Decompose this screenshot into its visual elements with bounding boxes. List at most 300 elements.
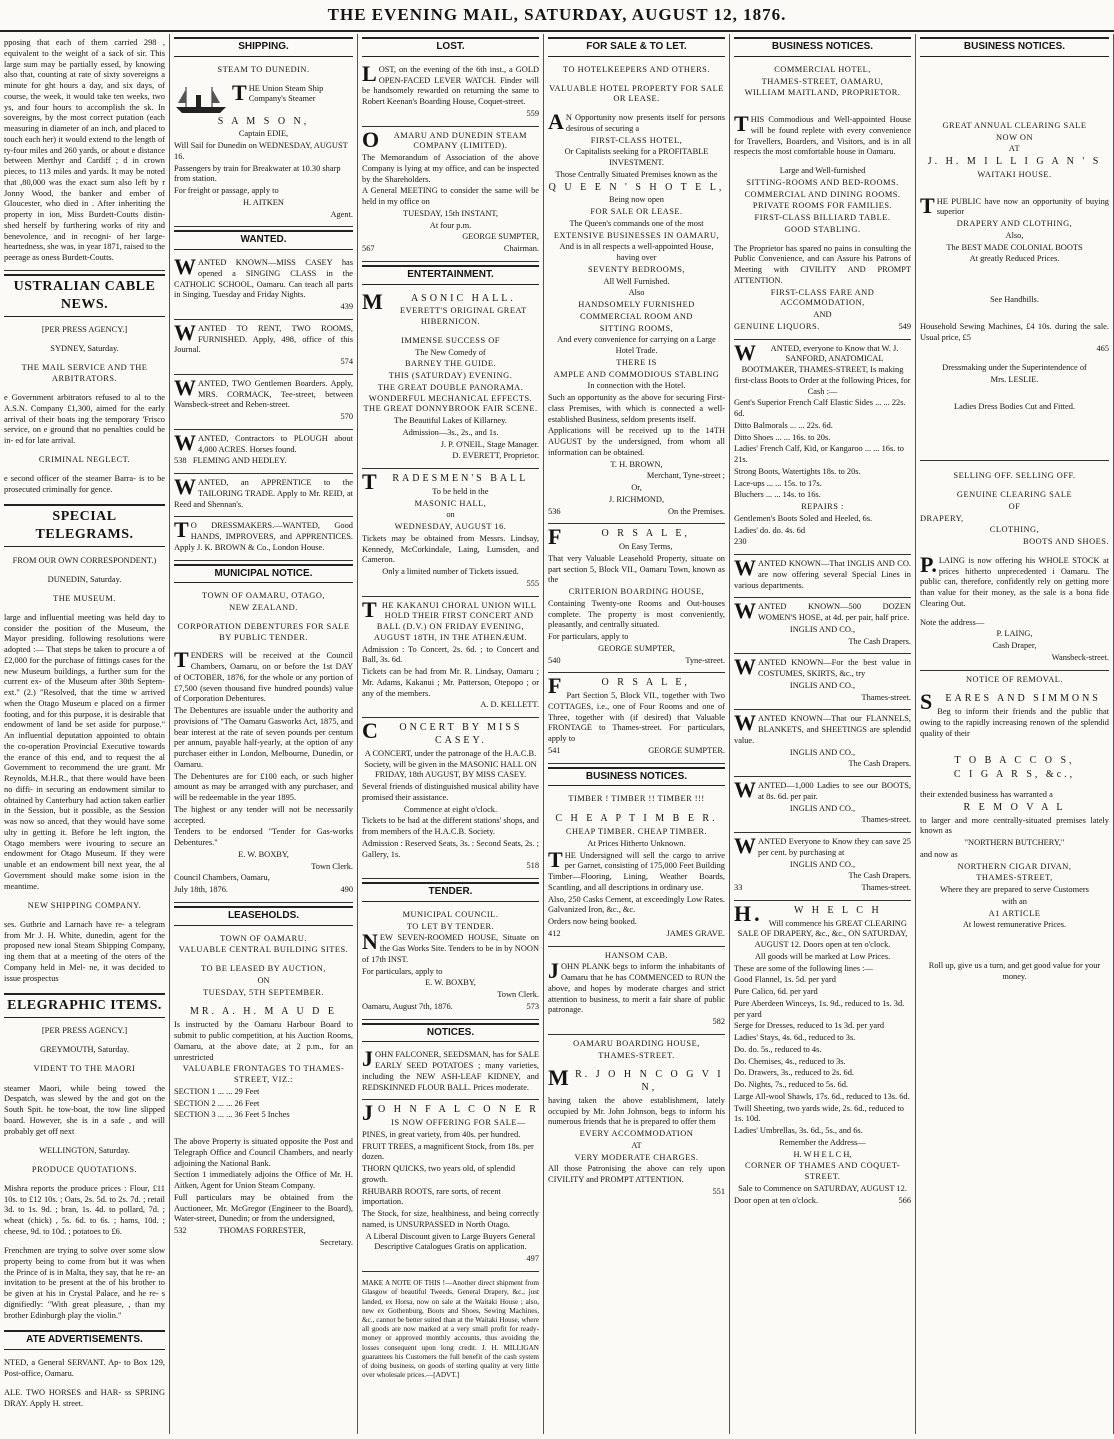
hotelkeepers: TO HOTELKEEPERS AND OTHERS. <box>563 64 710 74</box>
debentures-ad <box>174 587 353 903</box>
inglis-6-thames: Thames-street. <box>861 883 911 893</box>
notices-header: NOTICES. <box>362 1023 539 1043</box>
tender-house: NEW SEVEN-ROOMED HOUSE, Situate on the Gas Works Site. Tenders to be in by NOON of 17th INST. <box>362 929 539 964</box>
also-label: Also <box>628 288 645 298</box>
plank-text: JOHN PLANK begs to inform the inhabitants of Oamaru that he has COMMENCED to RUN the above, and hopes by moderate charges and strict attention to business, to merit a fair share of public patronage. <box>548 958 725 1015</box>
business-notices-header-6: BUSINESS NOTICES. <box>920 37 1109 57</box>
seares-text: Beg to inform their friends and the public that owing to the rapidly increasing renown of the splendid quality of their <box>920 707 1109 738</box>
samson-name: S A M S O N, <box>217 115 310 127</box>
grave-line <box>548 929 725 940</box>
cottages-line <box>548 746 725 757</box>
timber-orders: Orders now being booked. <box>548 917 637 927</box>
great-sale: GREAT ANNUAL CLEARING SALE <box>942 120 1087 130</box>
admission-line: Admission—3s., 2s., and 1s. <box>402 427 499 437</box>
closing-text: Frenchmen are trying to solve over some slow property being to come from but it was when the Prince of is in Malta, they say, that he re- an invitation to be present at the of his brother to be given at his in Crystal Palace, and he re- s dignifiedly: "With great pleasure, , than my brother Edinburgh play the violin." <box>4 1246 165 1320</box>
for-sale-title-1: FO R S A L E, <box>548 524 690 550</box>
sanford-ad <box>734 340 911 556</box>
leaseholds-header: LEASEHOLDS. <box>174 906 353 926</box>
for-sale-title-2: FO R S A L E, <box>548 673 690 699</box>
plank-number: 582 <box>712 1017 725 1027</box>
steam-company <box>362 127 539 262</box>
whelch-line-item: Pure Calico, 6d. per yard <box>734 987 818 997</box>
inglis-4-sig: INGLIS AND CO., <box>789 747 856 757</box>
whelch-line-item: Serge for Dresses, reduced to 1s 3d. per yard <box>734 1021 885 1031</box>
of-label: OF <box>1008 501 1021 511</box>
wanted-rooms-number: 574 <box>340 357 353 367</box>
inglis-2-sig: INGLIS AND CO., <box>789 624 856 634</box>
maude-name: MR. A. H. M A U D E <box>189 1006 337 1018</box>
whelch-remember: Remember the Address— <box>779 1137 866 1147</box>
section-1: SECTION 1 ... ... 29 Feet <box>174 1086 260 1096</box>
agent-label: Agent. <box>330 209 353 219</box>
inglis-4-drapers: The Cash Drapers. <box>848 759 911 769</box>
inglis-2-text: WANTED KNOWN—500 DOZEN WOMEN'S HOSE, at 4d. per pair, half price. <box>734 598 911 624</box>
extended-business: their extended business has warranted a <box>920 789 1053 799</box>
inglis-1-text: WANTED KNOWN—That INGLIS AND CO. are now offering several Special Lines in various departments. <box>734 555 911 590</box>
concert-admission: Admission : Reserved Seats, 3s. : Second Seats, 2s. ; Gallery, 1s. <box>362 838 539 859</box>
particulars-text: Full particulars may be obtained from the Auctioneer, Mr. McGregor (Engineer to the Board), Water-street, Dunedin; or from the undersigned, <box>174 1192 353 1224</box>
everett-sig: D. EVERETT, Proprietor. <box>452 451 539 461</box>
criterion-particulars: For particulars, apply to <box>548 632 629 642</box>
billiard-table: FIRST-CLASS BILLIARD TABLE. <box>754 213 891 223</box>
whelch-line-item: Twill Sheeting, two yards wide, 2s. 6d., reduced to 1s. 10d. <box>734 1103 904 1124</box>
tenders-text: TENDERS will be received at the Council Chambers, Oamaru, on or before the 1st DAY of OCTOBER, 1876, for the whole or any portion of £7,500 (seven thousand five hundred pounds) value of Corporation Debentures. <box>174 647 353 704</box>
laing-ad <box>920 461 1109 670</box>
museum-text: large and influential meeting was held day to consider the position of the Museum, the Mayor presiding. following resolutions were adopted :— That steps be taken to procure a of £2,000 for the purchase of fittings cases for the new Museum buildings, a further sum for the current ex- of the Museum after 30th Septem- ext." (2.) "Resolved, that the time w arrived when the Otago Museum e placed on a firmer footing, and for this purpose, it is desirable that endowment of land be set aside for purpose." An influential deputation appointed to obtain the co-operation Provincial Executive towards the erance of this end, and to request the al Government to recommend the ure grant. Mr Reynolds, M.H.R., that there would have been no diffi- in securing an endowment similar to obtained by Canterbury had action taken earlier in the Session, but it possible, as the Session was now so anced, that they would have some ulty in getting it. Before he left ington, the Otago members were ivouring to secure an endowment for Otago Museum. If they were unable et an endowment bill next year, the al Government should make some ision in the meantime. <box>4 612 165 891</box>
public-text: THE PUBLIC have now an opportunity of buying superior <box>920 192 1109 218</box>
genuine-liquors: GENUINE LIQUORS. <box>734 321 820 331</box>
larger-premises: to larger and more centrally-situated premises lately known as <box>920 815 1109 836</box>
laing-text: P.LAING is now offering his WHOLE STOCK at prices hitherto unprecedented i Oamaru. The public can, therefore, confidently rely on getting more than value for their money, as the sale is a bona fide Clearing Out. <box>920 551 1109 608</box>
cottages-sig: GEORGE SUMPTER. <box>648 745 725 755</box>
first-class-hotel: FIRST-CLASS HOTEL, <box>590 135 683 145</box>
inglis-number: 33 <box>734 883 743 893</box>
capitalists: Or Capitalists seeking for a PROFITABLE INVESTMENT. <box>564 147 709 168</box>
concert-number: 518 <box>526 861 539 871</box>
milligan-ad <box>920 61 1109 462</box>
lost-watch <box>362 61 539 127</box>
tender-date-line <box>362 1002 539 1013</box>
nz-line: NEW ZEALAND. <box>229 603 298 613</box>
prices-unknown: At Prices Hitherto Unknown. <box>587 838 686 848</box>
ball-date: WEDNESDAY, AUGUST 16. <box>394 522 507 532</box>
clothing-line: CLOTHING, <box>989 525 1040 535</box>
falconer-discount: A Liberal Discount given to Large Buyers General Descriptive Catalogues Gratis on application. <box>365 1231 536 1252</box>
whelch-corner: CORNER OF THAMES AND COQUET-STREET. <box>745 1161 900 1182</box>
maori-text: steamer Maori, while being towed the Despatch, was slewed by the and got on the South Spit. he tow-boat, the tow line slipped board. However, she is in a safe , and will probably get off next <box>4 1083 165 1136</box>
tender-number: 573 <box>526 1001 539 1011</box>
agency-line: [PER PRESS AGENCY.] <box>41 324 128 334</box>
opportunity-text: AN Opportunity now presents itself for persons desirous of securing a <box>548 109 725 135</box>
barney-line: BARNEY THE GUIDE. <box>404 359 497 369</box>
tender-header: TENDER. <box>362 882 539 902</box>
wanted-plough-sig <box>174 456 353 467</box>
handbills: See Handbills. <box>990 295 1039 305</box>
boot-price-item: Ladies' French Calf, Kid, or Kangaroo ... ... 16s. to 21s. <box>734 444 904 465</box>
union-text: THE Union Steam Ship Company's Steamer <box>232 79 324 105</box>
tender-boxby: E. W. BOXBY, <box>425 978 476 988</box>
inglis-1 <box>734 555 911 598</box>
lowest-prices: At lowest remunerative Prices. <box>962 920 1067 930</box>
late-ads-header: ATE ADVERTISEMENTS. <box>4 1330 165 1350</box>
shipping-company-text: ses. Guthrie and Larnach have re- a telegram from Mr J. H. White, dunedin, agent for the proposed new ional Steam Shipping Company, ing them that at a meeting of the oters of the Company held in Mel- ne, it was decided to issue prospectus <box>4 919 165 983</box>
debentures-title: CORPORATION DEBENTURES FOR SALE BY PUBLIC TENDER. <box>177 621 350 642</box>
tender-town-clerk: Town Clerk. <box>497 990 539 1000</box>
genuine-clearing: GENUINE CLEARING SALE <box>956 490 1073 500</box>
kakanui-ad <box>362 597 539 719</box>
timber-title: TIMBER ! TIMBER !! TIMBER !!! <box>568 794 705 804</box>
tender-council: MUNICIPAL COUNCIL. <box>402 909 499 919</box>
freight-text: For freight or passage, apply to <box>174 186 279 196</box>
shipping-company-title: NEW SHIPPING COMPANY. <box>27 900 142 910</box>
boot-price-item: Strong Boots, Watertights 18s. to 20s. <box>734 466 861 476</box>
chairman-label: Chairman. <box>503 244 539 254</box>
hansom-ad <box>548 947 725 1035</box>
ball-number: 555 <box>526 578 539 588</box>
seares-name: SEARES AND SIMMONS <box>920 689 1101 715</box>
wanted-boarders <box>174 375 353 430</box>
section-2: SECTION 2 ... ... 26 Feet <box>174 1098 260 1108</box>
criterion: CRITERION BOARDING HOUSE, <box>568 587 705 597</box>
criterion-ad <box>548 524 725 673</box>
whelch-number: 566 <box>898 1195 911 1205</box>
dress-bodies: Ladies Dress Bodies Cut and Fitted. <box>954 401 1075 411</box>
extensive: EXTENSIVE BUSINESSES IN OAMARU, <box>553 230 720 240</box>
saturday-line: THIS (SATURDAY) EVENING. <box>388 371 513 381</box>
cottages-ad <box>548 673 725 763</box>
chairman-number: 567 <box>362 244 375 254</box>
there-is: THERE IS <box>616 357 657 367</box>
lakes-line: The Beautiful Lakes of Killarney. <box>394 416 507 426</box>
whelch-line-item: Good Flannel, 1s. 5d. per yard <box>734 975 836 985</box>
falconer-pines: PINES, in great variety, from 40s. per hundred. <box>362 1129 521 1139</box>
being-open: Being now open <box>609 195 664 205</box>
panorama-line: THE GREAT DOUBLE PANORAMA. WONDERFUL MECHANICAL EFFECTS. THE GREAT DONNYBROOK FAIR SCENE. <box>363 382 538 414</box>
where-serve: Where they are prepared to serve Customers <box>940 885 1089 895</box>
inglis-6 <box>734 833 911 901</box>
or-label: Or, <box>631 483 642 493</box>
town-line: TOWN OF OAMARU, OTAGO, <box>201 591 325 601</box>
criterion-tyne: Tyne-street. <box>685 655 725 665</box>
boot-price-item: Lace-ups ... ... 15s. to 17s. <box>734 478 822 488</box>
cheap-timber-2: CHEAP TIMBER. CHEAP TIMBER. <box>565 827 708 837</box>
steam-company-title: OAMARU AND DUNEDIN STEAM COMPANY (LIMITED). <box>362 126 527 152</box>
inglis-5-thames: Thames-street. <box>861 815 911 825</box>
hansom-title: HANSOM CAB. <box>604 950 669 960</box>
colonial-boots: The BEST MADE COLONIAL BOOTS <box>946 242 1083 252</box>
ball-on: on <box>446 510 455 520</box>
inglis-2 <box>734 598 911 654</box>
easy-terms: On Easy Terms, <box>618 542 673 552</box>
wanted-casey <box>174 254 353 320</box>
falconer-fruit: FRUIT TREES, a magnificent Stock, from 18s. per dozen. <box>362 1141 534 1162</box>
roll-up: Roll up, give us a turn, and get good value for your money. <box>928 961 1101 981</box>
whelch-lines <box>734 975 911 1137</box>
inglis-3-text: WANTED KNOWN—For the best value in COSTUMES, SKIRTS, &c., try <box>734 654 911 680</box>
timber-undersigned: THE Undersigned will sell the cargo to arrive per Garnet, consisting of 175,000 Feet Building Timber—Flooring, Lining, Weather Boards, Scantling, and all descriptions in ordinary use. <box>548 846 725 892</box>
special-telegrams-header: SPECIAL TELEGRAMS. <box>4 504 165 547</box>
forrester-number: 532 <box>174 1226 187 1236</box>
debentures-text-2: The Debentures are for £100 each, or such higher amount as may be arranged with any purchaser, and will be redeemable in the year 1895. <box>174 771 353 803</box>
such-opportunity: Such an opportunity as the above for securing First-class Premises, with which is connected a well-established Business, seldom presents itself. <box>548 393 725 424</box>
falconer-name: JO H N F A L C O N E R <box>362 1100 539 1126</box>
lease-date: TUESDAY, 5TH SEPTEMBER. <box>203 987 324 997</box>
private-rooms: PRIVATE ROOMS FOR FAMILIES. <box>752 201 893 211</box>
whelch-line-item: Do. do. 5s., reduced to 4s. <box>734 1044 822 1054</box>
inglis-3 <box>734 654 911 710</box>
now-on: NOW ON <box>995 132 1034 142</box>
concert-friends: Several friends of distinguished musical ability have promised their assistance. <box>362 782 539 802</box>
column-shipping <box>170 34 358 1434</box>
whelch-line-item: Pure Aberdeen Winceys, 1s. 9d., reduced to 1s. 3d. per yard <box>734 998 905 1019</box>
kakanui-admission: Admission : To Concert, 2s. 6d. ; to Concert and Ball, 3s. 6d. <box>362 644 539 665</box>
situated-text: The above Property is situated opposite the Post and Telegraph Office and Council Chambers, and nearly adjoining the National Bank. <box>174 1137 353 1168</box>
now-as: and now as <box>920 849 958 859</box>
masthead: THE EVENING MAIL, SATURDAY, AUGUST 12, 1876. <box>0 0 1114 32</box>
whelch-ad <box>734 901 911 1213</box>
concert-title: CONCERT BY MISS CASEY. <box>362 718 523 746</box>
note-address: Note the address— <box>920 617 985 627</box>
wanted-rooms <box>174 320 353 375</box>
falconer-nursery <box>362 1100 539 1272</box>
boarding-house-ad <box>548 1035 725 1204</box>
wanted-plough <box>174 430 353 474</box>
repairs-number: 230 <box>734 537 747 547</box>
timber-ad <box>548 790 725 946</box>
section-3: SECTION 3 ... ... 36 Feet 5 Inches <box>174 1110 290 1120</box>
cottages-number: 541 <box>548 745 561 755</box>
for-sale-header: FOR SALE & TO LET. <box>548 37 725 57</box>
wanted-plough-text: WANTED, Contractors to PLOUGH about 4,000 ACRES. Horses found. <box>174 429 353 455</box>
also-6: Also, <box>1005 230 1024 240</box>
queens-hotel: Q U E E N ' S H O T E L, <box>548 181 725 193</box>
at-label: AT <box>631 1140 642 1150</box>
frontages: VALUABLE FRONTAGES TO THAMES-STREET, VIZ.: <box>182 1064 345 1085</box>
moderate-charges: VERY MODERATE CHARGES. <box>574 1152 699 1162</box>
waitaki-house: WAITAKI HOUSE. <box>977 169 1052 179</box>
merchant: Merchant, Tyne-street ; <box>646 471 725 481</box>
tender-particulars: For particulars, apply to <box>362 966 443 976</box>
sumpter-sig: GEORGE SUMPTER, <box>462 232 539 242</box>
whelch-name: H.W H E L C H <box>734 900 882 926</box>
whelch-lines-intro: These are some of the following lines :— <box>734 963 873 973</box>
lost-watch-number: 559 <box>526 108 539 118</box>
inglis-5-text: WANTED—1,000 Ladies to see our BOOTS, at 8s. 6d. per pair. <box>734 777 911 803</box>
for-sale-lease: FOR SALE OR LEASE. <box>590 207 683 217</box>
inglis-6-line <box>734 883 911 894</box>
falconer-potatoes-text: JOHN FALCONER, SEEDSMAN, has for SALE EARLY SEED POTATOES ; many varieties, including the NEW ASH-LEAF KIDNEY, and REDSKINNED FLOUR BALL. Prices moderate. <box>362 1046 539 1092</box>
steam-title: STEAM TO DUNEDIN. <box>217 64 310 74</box>
produce-text: Mishra reports the produce prices : Flour, £11 10s. to £12 10s. ; Oats, 2s. 5d. to 2s. 7d. ; retail 3d. to 1s. 9d. ; bran, 1s. 4d. to pollard, 7d. ; wheat (chick) , 5s. 6d. to 6s. ; hams, 10d. ; cheese, 9d. to 10d. ; potatoes to £6. <box>4 1183 165 1236</box>
sewing-number: 465 <box>1096 344 1109 354</box>
inglis-3-thames: Thames-street. <box>861 692 911 702</box>
applications: Applications will be received up to the 14TH AUGUST by the undersigned, from whom all information can be obtained. <box>548 426 725 457</box>
wanted-rooms-text: WANTED TO RENT, TWO ROOMS, FURNISHED. Apply, 498, office of this Journal. <box>174 319 353 355</box>
wansbeck: Wansbeck-street. <box>1051 652 1109 662</box>
liquors-number: 549 <box>898 321 911 331</box>
laing-sig: P. LAING, <box>996 629 1033 639</box>
milligan-name: J. H. M I L L I G A N ' S <box>927 156 1102 168</box>
gents-repairs: Gentlemen's Boots Soled and Heeled, 6s. <box>734 513 873 523</box>
cigar-divan: NORTHERN CIGAR DIVAN, <box>957 861 1072 871</box>
well-furnished: All Well Furnished. <box>603 276 670 286</box>
neglect-title: CRIMINAL NEGLECT. <box>38 455 131 465</box>
falconer-stock: The Stock, for size, healthiness, and being correctly named, is UNSURPASSED in North Otago. <box>362 1209 539 1229</box>
sitting-bed: SITTING-ROOMS AND BED-ROOMS. <box>746 177 899 187</box>
masonic-ad <box>362 289 539 470</box>
cogvin-text: having taken the above establishment, lately occupied by Mr. John Johnson, begs to inform his numerous friends that he is prepared to offer them <box>548 1095 725 1127</box>
repairs-label: REPAIRS : <box>801 502 844 512</box>
debentures-text: The Debentures are issuable under the authority and provisions of "The Oamaru Gasworks Act, 1875, and bear interest at the rate of seven pounds per centum per annum, payable half-yearly, at the option of any purchaser either in London, Melbourne, Dunedin, or Oamaru. <box>174 706 353 769</box>
intro-text: pposing that each of them carried 298 , equivalent to the weight of a sack of sir. This large sum may be partially essed, by knowing also that, counting at rate of sixty sovereigns a minute for ght hours a day, and six days, of course, the week, it would take ten weeks, two ys, and four hours to accomplish the sk. In sovereigns, by the most correct putation (each measuring in diameter of an inch, and placed to touch each her) it would extend to the length of ty-four miles and 260 yards, or about e distance between Merthyr and Cardiff ; d in crown pieces, to 113 miles and yards. It may be noted that ,80,000 was the exact sum also left by r Jonny Wood, the banker and ember of Gloucester, who died in . After inheriting the property in ion, Miss Burdett-Coutts distin- shed herself by furthering works of rity and benevolence, and in recogni- of her large-heartedness, she was, in year 1871, raised to the peerage as oness Burdett-Coutts. <box>4 38 165 262</box>
patronising: All those Patronising the above can rely upon CIVILITY and PROMPT ATTENTION. <box>548 1164 725 1185</box>
dateline-wellington: WELLINGTON, Saturday. <box>39 1145 130 1155</box>
dateline-greymouth: GREYMOUTH, Saturday. <box>39 1045 129 1055</box>
commercial-room: COMMERCIAL ROOM AND <box>580 311 693 321</box>
cable-news-header: USTRALIAN CABLE NEWS. <box>4 274 165 317</box>
queens-hotel-ad <box>548 61 725 525</box>
casey-concert <box>362 718 539 879</box>
shipping-header: SHIPPING. <box>174 37 353 57</box>
maori-title: VIDENT TO THE MAORI <box>33 1064 136 1074</box>
whelch-door: Door open at ten o'clock. <box>734 1195 819 1205</box>
whelch-marked: All goods will be marked at Low Prices. <box>754 951 891 961</box>
boarding-title: OAMARU BOARDING HOUSE, <box>573 1038 700 1048</box>
dining-rooms: COMMERCIAL AND DINING ROOMS. <box>744 189 901 199</box>
boarding-thames: THAMES-STREET. <box>598 1050 675 1060</box>
column-news <box>0 34 170 1434</box>
wanted-dressmakers-text: TO DRESSMAKERS.—WANTED, Good HANDS, IMPROVERS, and APPRENTICES. Apply J. K. BROWN & Co., London House. <box>174 517 353 552</box>
whelch-line-item: Do. Drawers, 3s., reduced to 2s. 6d. <box>734 1068 855 1078</box>
ball-limited: Only a limited number of Tickets issued. <box>382 567 519 577</box>
tobaccos: T O B A C C O S, <box>954 755 1075 767</box>
business-notices-header-5: BUSINESS NOTICES. <box>734 37 911 57</box>
museum-title: THE MUSEUM. <box>53 593 116 603</box>
whelch-line-item: Ladies' Stays, 4s. 6d., reduced to 3s. <box>734 1033 856 1043</box>
mrs-leslie: Mrs. LESLIE. <box>990 374 1039 384</box>
july-date: July 18th, 1876. <box>174 885 228 895</box>
inglis-2-drapers: The Cash Drapers. <box>848 636 911 646</box>
hotel-description: THIS Commodious and Well-appointed House will be found replete with every convenience for Travellers, Boarders, and Visitors, and is in all respects the most comfortable house in Oamaru. <box>734 111 911 157</box>
lease-town: TOWN OF OAMARU. <box>220 933 307 943</box>
boot-price-item: Ditto Balmorals ... ... 22s. 6d. <box>734 420 833 430</box>
handsomely: HANDSOMELY FURNISHED <box>578 300 695 310</box>
cheap-timber: C H E A P T I M B E R. <box>555 813 718 825</box>
forrester-sig: THOMAS FORRESTER, <box>218 1226 306 1236</box>
captain: Captain EDIE, <box>238 129 289 139</box>
seares-ad <box>920 671 1109 989</box>
meeting-date: TUESDAY, 15th INSTANT, <box>402 208 499 218</box>
wanted-apprentice-text: WANTED, an APPRENTICE to the TAILORING TRADE. Apply to Mr. REID, at Reed and Shennan's. <box>174 474 353 509</box>
ample-stabling: AMPLE AND COMMODIOUS STABLING <box>553 369 720 379</box>
aitken-sig: H. AITKEN <box>243 197 284 207</box>
tender-ad <box>362 906 539 1020</box>
drapery-clothing: DRAPERY AND CLOTHING, <box>956 219 1073 229</box>
whelch-line-item: Ladies' Umbrellas, 3s. 6d., 5s., and 6s. <box>734 1126 863 1136</box>
chairman-line <box>362 244 539 255</box>
news-intro <box>4 34 165 271</box>
proprietor-text: The Proprietor has spared no pains in consulting the Public Convenience, and can Assure his Patrons of Meeting with CIVILITY AND PROMPT ATTENTION. <box>734 243 911 285</box>
municipal-header: MUNICIPAL NOTICE. <box>174 564 353 584</box>
town-clerk: Town Clerk. <box>311 861 353 871</box>
tradesmen-ball <box>362 469 539 597</box>
make-a-note <box>362 1279 539 1380</box>
comedy-line: The New Comedy of <box>415 347 486 357</box>
falconer-potatoes <box>362 1046 539 1100</box>
for-sale-text-1: That very Valuable Leasehold Property, situate on part section 5, Block VII., Oamaru Town, known as the <box>548 553 725 585</box>
dateline-sydney: SYDNEY, Saturday. <box>50 344 119 354</box>
concert-text: A CONCERT, under the patronage of the H.A.C.B. Society, will be given in the MASONIC HALL ON FRIDAY, 18th AUGUST, BY MISS CASEY. <box>364 748 537 780</box>
whelch-line-item: Do. Nights, 7s., reduced to 5s. 6d. <box>734 1080 848 1090</box>
inglis-4 <box>734 710 911 777</box>
reduced-prices: At greatly Reduced Prices. <box>969 254 1060 264</box>
dateline-dunedin: DUNEDIN, Saturday. <box>47 574 122 584</box>
grave-number: 412 <box>548 928 561 938</box>
drapery-line: DRAPERY, <box>920 513 964 523</box>
wanted-boarders-text: WANTED, TWO Gentlemen Boarders. Apply, MRS. CORMACK, Tee-street, between Wansbeck-street and Reben-street. <box>174 374 353 410</box>
own-correspondent: FROM OUR OWN CORRESPONDENT.) <box>12 555 157 565</box>
july-number: 490 <box>340 885 353 895</box>
lease-auction: TO BE LEASED BY AUCTION, <box>201 964 326 974</box>
commercial-hotel: COMMERCIAL HOTEL, <box>774 64 871 74</box>
patronising-number: 551 <box>712 1186 725 1196</box>
mail-service-title: THE MAIL SERVICE AND THE ARBITRATORS. <box>21 363 148 383</box>
july-line <box>174 885 353 896</box>
whelch-line-item: Do. Chemises, 4s., reduced to 3s. <box>734 1056 846 1066</box>
every-convenience: And every convenience for carrying on a Large Hotel Trade. <box>557 335 716 356</box>
tender-date: Oamaru, August 7th, 1876. <box>362 1001 453 1011</box>
sanford-text: WANTED, everyone to Know that W. J. SANFORD, ANATOMICAL BOOTMAKER, THAMES-STREET, Is making first-class Boots to Order at the following Prices, for Cash :— <box>734 339 911 396</box>
wanted-casey-text: WANTED KNOWN—MISS CASEY has opened a SINGING CLASS in the CATHOLIC SCHOOL, Oamaru. Can teach all parts in Singing. Tuesday and Friday Nights. <box>174 254 353 300</box>
large-furnished: Large and Well-furnished <box>779 166 866 176</box>
everett-title: EVERETT'S ORIGINAL GREAT HIBERNICON. <box>400 306 527 327</box>
good-stabling: GOOD STABLING. <box>784 224 861 234</box>
wanted-apprentice <box>174 474 353 517</box>
tradesmen-title: TRADESMEN'S BALL <box>362 469 529 495</box>
whelch-address: H. W H E L C H, <box>793 1149 852 1159</box>
criterion-line <box>548 656 725 667</box>
wanted-dressmakers <box>174 517 353 560</box>
whelch-sale: Sale to Commence on SATURDAY, AUGUST 12. <box>738 1183 907 1193</box>
valuable-hotel: VALUABLE HOTEL PROPERTY FOR SALE OR LEASE. <box>549 83 724 104</box>
tender-let: TO LET BY TENDER. <box>406 921 495 931</box>
make-a-note-text: MAKE A NOTE OF THIS !—Another direct shipment from Glasgow of beautiful Tweeds, General Drapery, &c., just landed, ex Horsa, now on sale at the Waitaki House ; also, new ex Gothenburg, Boots and Shoes, Sewing Machines, &c., cannot be better suited than at the Waitaki House, where all goods are now marked at a very small profit for ready-money or approved monthly accounts, thus avoiding the losses consequent upon long credit. J. H. MILLIGAN guarantees his Customers the full benefit of the cash system of doing business, on goods of sterling quality at very little over wholesale prices.—[ADVT.] <box>362 1279 539 1380</box>
inglis-3-sig: INGLIS AND CO., <box>789 680 856 690</box>
ball-held: To be held in the <box>432 486 489 496</box>
adjoins-text: Section 1 immediately adjoins the Office of Mr. H. Aitken, Agent for Union Steam Company. <box>174 1170 353 1191</box>
commands: The Queen's commands one of the most <box>569 218 704 228</box>
inglis-6-text: WANTED Everyone to Know they can save 25 per cent. by purchasing at <box>734 833 911 859</box>
falconer-number: 497 <box>526 1254 539 1264</box>
concert-tickets: Tickets to be had at the different stations' shops, and from members of the H.A.C.B. Society. <box>362 816 539 837</box>
steamship-icon <box>174 85 228 115</box>
richmond-line <box>548 507 725 518</box>
late-ad-horses: ALE. TWO HORSES and HAR- ss SPRING DRAY. Apply H. street. <box>4 1387 165 1408</box>
whelch-line-item: Large All-wool Shawls, 17s. 6d., reduced to 13s. 6d. <box>734 1091 910 1101</box>
grave-sig: JAMES GRAVE. <box>666 928 725 938</box>
sitting-rooms: SITTING ROOMS, <box>599 323 674 333</box>
lease-on: ON <box>257 975 270 985</box>
wanted-casey-number: 439 <box>340 302 353 312</box>
ball-hall: MASONIC HALL, <box>414 498 487 508</box>
column-business-notices <box>730 34 916 1434</box>
richmond-sig: J. RICHMOND, <box>608 494 665 504</box>
connection: In connection with the Hotel. <box>587 381 686 391</box>
inglis-6-drapers: The Cash Drapers. <box>848 871 911 881</box>
wanted-plough-number: 538 <box>174 456 187 466</box>
containing: Containing Twenty-one Rooms and Out-houses complete. The property is most conveniently, pleasantly, and centrally situated. <box>548 598 725 630</box>
selling-off: SELLING OFF. SELLING OFF. <box>953 471 1076 481</box>
